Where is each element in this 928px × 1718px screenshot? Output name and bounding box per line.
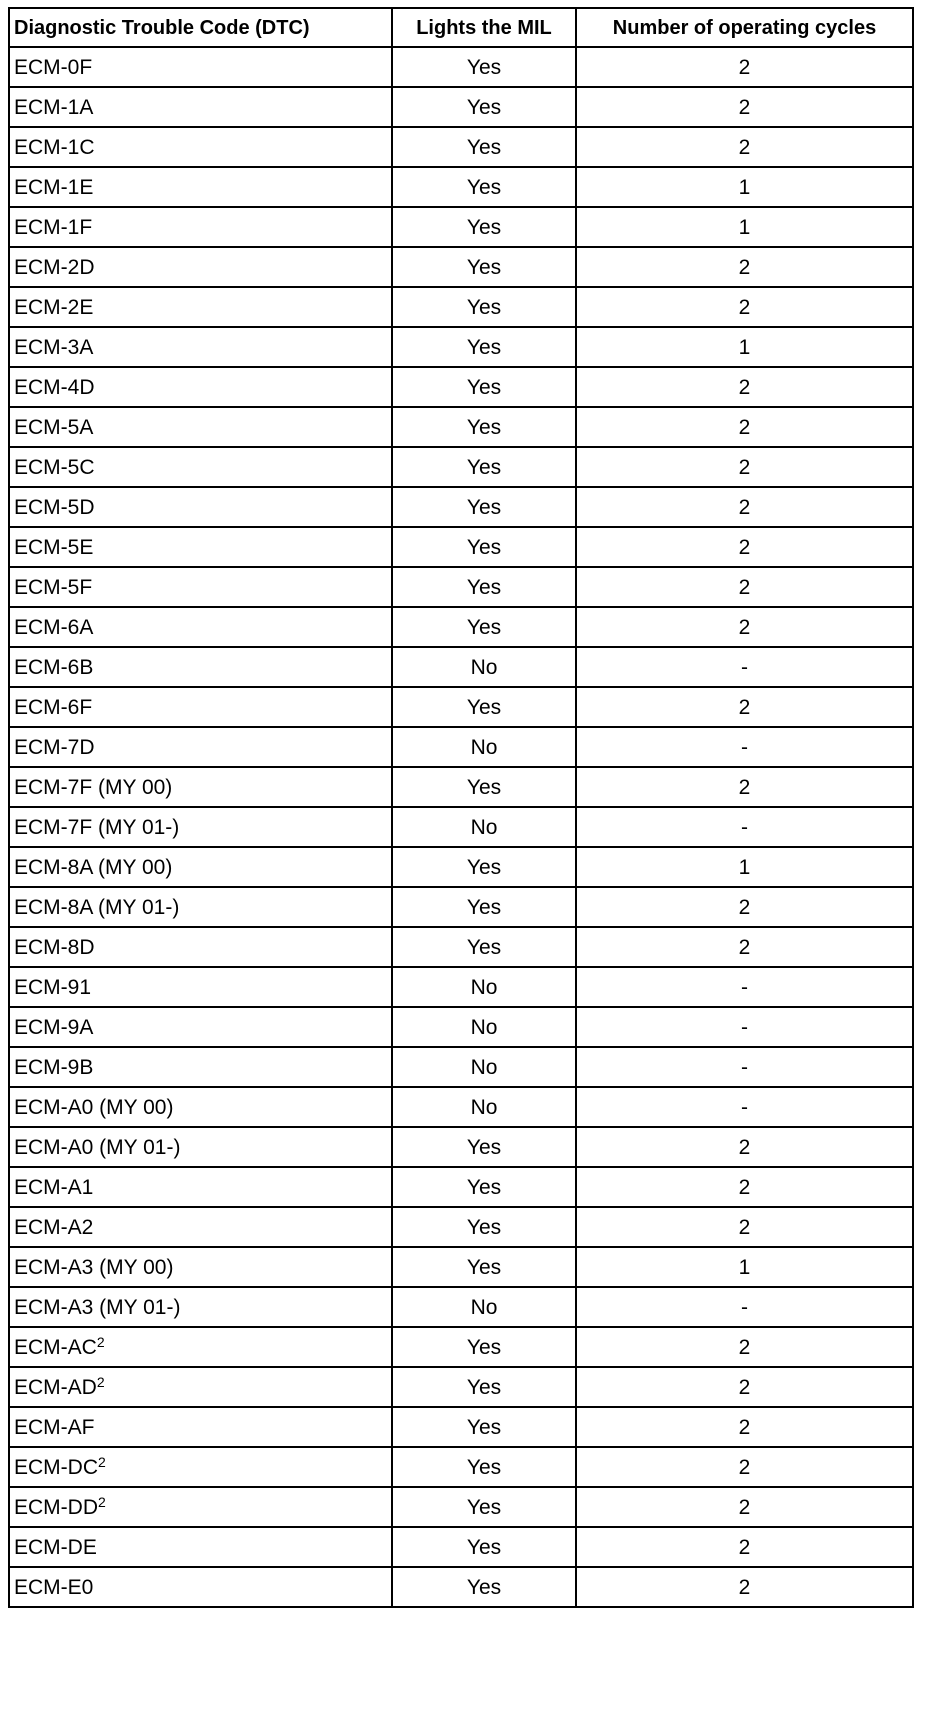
operating-cycles-cell: 2 [576, 887, 913, 927]
dtc-code: ECM-9A [14, 1015, 94, 1039]
table-row [9, 47, 913, 87]
lights-mil-cell: No [392, 967, 576, 1007]
lights-mil-cell: Yes [392, 607, 576, 647]
dtc-code-cell [9, 1167, 392, 1207]
dtc-code-cell [9, 1007, 392, 1047]
table-row [9, 807, 913, 847]
operating-cycles-cell: 2 [576, 447, 913, 487]
dtc-code: ECM-DD [14, 1495, 98, 1519]
lights-mil-cell: Yes [392, 207, 576, 247]
operating-cycles-cell: 2 [576, 1367, 913, 1407]
table-row [9, 87, 913, 127]
table-row [9, 727, 913, 767]
dtc-code: ECM-7F (MY 01-) [14, 815, 180, 839]
operating-cycles-cell: 2 [576, 1127, 913, 1167]
dtc-code: ECM-5E [14, 535, 94, 559]
dtc-code: ECM-1E [14, 175, 94, 199]
dtc-code-cell [9, 1487, 392, 1527]
operating-cycles-cell: - [576, 727, 913, 767]
lights-mil-cell: Yes [392, 127, 576, 167]
dtc-code-cell [9, 367, 392, 407]
lights-mil-cell: Yes [392, 1327, 576, 1367]
dtc-code-cell [9, 1447, 392, 1487]
footnote-marker: 2 [98, 1453, 106, 1470]
dtc-code: ECM-6A [14, 615, 94, 639]
operating-cycles-cell: 2 [576, 367, 913, 407]
operating-cycles-cell: 2 [576, 1327, 913, 1367]
dtc-code: ECM-6B [14, 655, 94, 679]
table-row [9, 1207, 913, 1247]
operating-cycles-cell: - [576, 1007, 913, 1047]
table-row [9, 1447, 913, 1487]
table-row [9, 367, 913, 407]
dtc-code: ECM-8A (MY 01-) [14, 895, 180, 919]
dtc-code-cell [9, 607, 392, 647]
dtc-code-cell [9, 647, 392, 687]
header-operating-cycles: Number of operating cycles [576, 8, 913, 47]
operating-cycles-cell: 2 [576, 47, 913, 87]
table-row [9, 527, 913, 567]
dtc-code-cell [9, 527, 392, 567]
operating-cycles-cell: 2 [576, 1167, 913, 1207]
dtc-code: ECM-6F [14, 695, 93, 719]
dtc-code: ECM-DE [14, 1535, 97, 1559]
operating-cycles-cell: 2 [576, 607, 913, 647]
table-body [9, 47, 913, 1607]
lights-mil-cell: Yes [392, 407, 576, 447]
dtc-code-cell [9, 1087, 392, 1127]
operating-cycles-cell: - [576, 647, 913, 687]
table-row [9, 167, 913, 207]
operating-cycles-cell: 2 [576, 1207, 913, 1247]
header-lights-mil: Lights the MIL [392, 8, 576, 47]
dtc-code: ECM-A3 (MY 00) [14, 1255, 174, 1279]
operating-cycles-cell: - [576, 967, 913, 1007]
footnote-marker: 2 [96, 1373, 105, 1390]
lights-mil-cell: Yes [392, 1407, 576, 1447]
table-row [9, 1247, 913, 1287]
dtc-code-cell [9, 207, 392, 247]
dtc-code-cell [9, 1527, 392, 1567]
table-row [9, 847, 913, 887]
dtc-code-cell [9, 1247, 392, 1287]
dtc-code-cell [9, 1047, 392, 1087]
dtc-code: ECM-9B [14, 1055, 94, 1079]
dtc-code-cell [9, 807, 392, 847]
dtc-code-cell [9, 407, 392, 447]
operating-cycles-cell: 2 [576, 407, 913, 447]
dtc-code-cell [9, 887, 392, 927]
header-row [9, 8, 913, 47]
operating-cycles-cell: - [576, 1047, 913, 1087]
dtc-code-cell [9, 767, 392, 807]
dtc-code: ECM-1F [14, 215, 93, 239]
lights-mil-cell: Yes [392, 287, 576, 327]
lights-mil-cell: Yes [392, 247, 576, 287]
lights-mil-cell: Yes [392, 87, 576, 127]
dtc-code-cell [9, 1287, 392, 1327]
dtc-code: ECM-5D [14, 495, 95, 519]
dtc-code-cell [9, 127, 392, 167]
lights-mil-cell: Yes [392, 1127, 576, 1167]
operating-cycles-cell: 2 [576, 1487, 913, 1527]
lights-mil-cell: No [392, 1087, 576, 1127]
lights-mil-cell: No [392, 1007, 576, 1047]
dtc-code: ECM-8A (MY 00) [14, 855, 173, 879]
dtc-code: ECM-0F [14, 55, 93, 79]
table-row [9, 1087, 913, 1127]
dtc-code-cell [9, 687, 392, 727]
table-row [9, 1167, 913, 1207]
dtc-code-cell [9, 1327, 392, 1367]
dtc-code: ECM-2E [14, 295, 94, 319]
table-row [9, 687, 913, 727]
dtc-code: ECM-A3 (MY 01-) [14, 1295, 181, 1319]
operating-cycles-cell: 2 [576, 1447, 913, 1487]
operating-cycles-cell: - [576, 1087, 913, 1127]
dtc-code: ECM-3A [14, 335, 94, 359]
dtc-code: ECM-8D [14, 935, 95, 959]
lights-mil-cell: Yes [392, 687, 576, 727]
dtc-code-cell [9, 847, 392, 887]
operating-cycles-cell: 2 [576, 487, 913, 527]
lights-mil-cell: Yes [392, 887, 576, 927]
dtc-code: ECM-5A [14, 415, 94, 439]
operating-cycles-cell: 1 [576, 207, 913, 247]
header-dtc: Diagnostic Trouble Code (DTC) [9, 8, 392, 47]
dtc-code-cell [9, 167, 392, 207]
table-row [9, 1407, 913, 1447]
dtc-code-cell [9, 47, 392, 87]
operating-cycles-cell: 2 [576, 247, 913, 287]
dtc-code: ECM-5C [14, 455, 95, 479]
dtc-code-cell [9, 567, 392, 607]
dtc-code: ECM-A1 [14, 1175, 94, 1199]
dtc-code-cell [9, 87, 392, 127]
operating-cycles-cell: 1 [576, 847, 913, 887]
table-row [9, 887, 913, 927]
dtc-code: ECM-A0 (MY 01-) [14, 1135, 181, 1159]
dtc-code-cell [9, 967, 392, 1007]
table-row [9, 1487, 913, 1527]
table-row [9, 967, 913, 1007]
lights-mil-cell: No [392, 1047, 576, 1087]
table-row [9, 287, 913, 327]
lights-mil-cell: Yes [392, 1207, 576, 1247]
lights-mil-cell: Yes [392, 447, 576, 487]
operating-cycles-cell: - [576, 807, 913, 847]
table-row [9, 447, 913, 487]
table-row [9, 1127, 913, 1167]
dtc-code-cell [9, 1407, 392, 1447]
table-row [9, 247, 913, 287]
table-row [9, 1567, 913, 1607]
lights-mil-cell: Yes [392, 567, 576, 607]
operating-cycles-cell: 1 [576, 167, 913, 207]
operating-cycles-cell: 2 [576, 287, 913, 327]
dtc-code: ECM-DC [14, 1455, 98, 1479]
footnote-marker: 2 [98, 1493, 106, 1510]
lights-mil-cell: No [392, 727, 576, 767]
dtc-code: ECM-4D [14, 375, 95, 399]
table-row [9, 407, 913, 447]
operating-cycles-cell: 2 [576, 527, 913, 567]
lights-mil-cell: No [392, 647, 576, 687]
table-row [9, 1007, 913, 1047]
lights-mil-cell: No [392, 807, 576, 847]
operating-cycles-cell: - [576, 1287, 913, 1327]
operating-cycles-cell: 2 [576, 87, 913, 127]
lights-mil-cell: Yes [392, 1167, 576, 1207]
table-row [9, 607, 913, 647]
dtc-code-cell [9, 1207, 392, 1247]
lights-mil-cell: Yes [392, 167, 576, 207]
dtc-code: ECM-A0 (MY 00) [14, 1095, 174, 1119]
table-header [9, 8, 913, 47]
operating-cycles-cell: 1 [576, 1247, 913, 1287]
table-row [9, 1367, 913, 1407]
table-row [9, 1287, 913, 1327]
dtc-code: ECM-2D [14, 255, 95, 279]
operating-cycles-cell: 2 [576, 927, 913, 967]
lights-mil-cell: Yes [392, 527, 576, 567]
table-row [9, 1327, 913, 1367]
lights-mil-cell: No [392, 1287, 576, 1327]
dtc-code-cell [9, 447, 392, 487]
operating-cycles-cell: 1 [576, 327, 913, 367]
table-row [9, 127, 913, 167]
dtc-table [8, 7, 914, 1608]
dtc-code: ECM-1A [14, 95, 94, 119]
lights-mil-cell: Yes [392, 1447, 576, 1487]
dtc-code-cell [9, 727, 392, 767]
table-row [9, 927, 913, 967]
dtc-code-cell [9, 1127, 392, 1167]
lights-mil-cell: Yes [392, 767, 576, 807]
table-row [9, 487, 913, 527]
dtc-code-cell [9, 247, 392, 287]
dtc-code-cell [9, 287, 392, 327]
dtc-code-cell [9, 927, 392, 967]
operating-cycles-cell: 2 [576, 687, 913, 727]
lights-mil-cell: Yes [392, 1567, 576, 1607]
dtc-code: ECM-AD [14, 1375, 97, 1399]
operating-cycles-cell: 2 [576, 767, 913, 807]
table-row [9, 1047, 913, 1087]
table-row [9, 767, 913, 807]
operating-cycles-cell: 2 [576, 127, 913, 167]
lights-mil-cell: Yes [392, 1487, 576, 1527]
operating-cycles-cell: 2 [576, 1527, 913, 1567]
table-row [9, 647, 913, 687]
dtc-code: ECM-E0 [14, 1575, 94, 1599]
lights-mil-cell: Yes [392, 367, 576, 407]
dtc-code: ECM-AC [14, 1335, 97, 1359]
operating-cycles-cell: 2 [576, 567, 913, 607]
dtc-code: ECM-7F (MY 00) [14, 775, 173, 799]
lights-mil-cell: Yes [392, 47, 576, 87]
dtc-code: ECM-A2 [14, 1215, 94, 1239]
dtc-code-cell [9, 1367, 392, 1407]
operating-cycles-cell: 2 [576, 1407, 913, 1447]
dtc-code: ECM-1C [14, 135, 95, 159]
table-row [9, 207, 913, 247]
dtc-code-cell [9, 487, 392, 527]
table-row [9, 1527, 913, 1567]
dtc-code: ECM-7D [14, 735, 95, 759]
lights-mil-cell: Yes [392, 1527, 576, 1567]
lights-mil-cell: Yes [392, 1247, 576, 1287]
dtc-code-cell [9, 1567, 392, 1607]
table-row [9, 327, 913, 367]
footnote-marker: 2 [96, 1333, 105, 1350]
lights-mil-cell: Yes [392, 1367, 576, 1407]
dtc-code: ECM-AF [14, 1415, 95, 1439]
operating-cycles-cell: 2 [576, 1567, 913, 1607]
dtc-code: ECM-5F [14, 575, 93, 599]
lights-mil-cell: Yes [392, 327, 576, 367]
lights-mil-cell: Yes [392, 847, 576, 887]
table-row [9, 567, 913, 607]
lights-mil-cell: Yes [392, 487, 576, 527]
dtc-code-cell [9, 327, 392, 367]
lights-mil-cell: Yes [392, 927, 576, 967]
dtc-code: ECM-91 [14, 975, 92, 999]
